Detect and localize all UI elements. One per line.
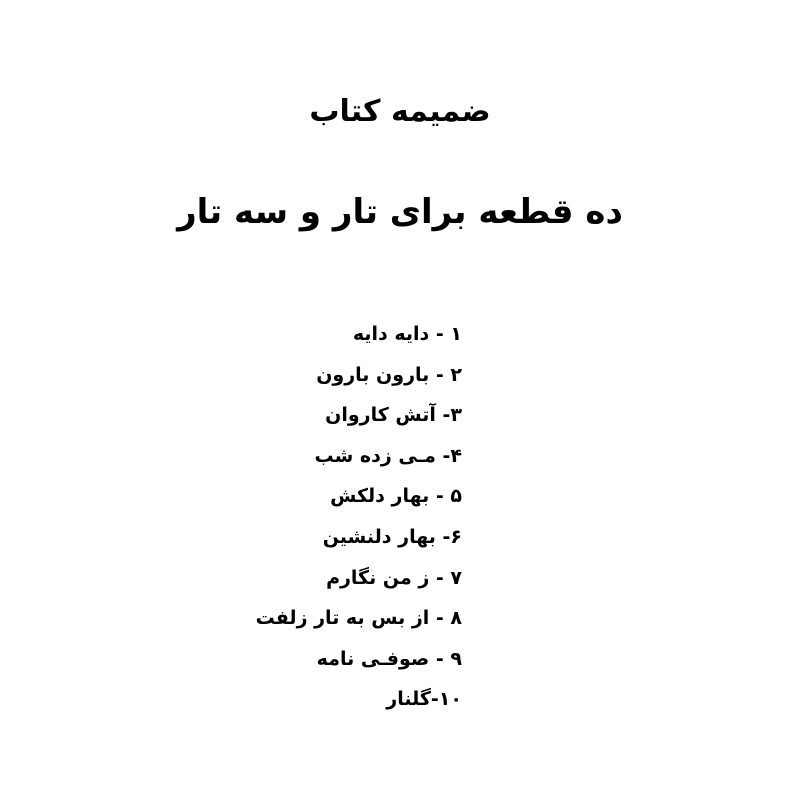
list-item: ۴- مـی زده شب <box>314 444 462 467</box>
appendix-heading: ضمیمه کتاب <box>309 94 491 129</box>
list-item: ۶- بهار دلنشین <box>322 525 462 548</box>
list-item: ۵ - بهار دلکش <box>330 485 462 508</box>
pieces-list <box>256 316 462 722</box>
list-item: ۱۰-گلنار <box>386 688 462 711</box>
list-item: ۳- آتش کاروان <box>325 404 462 427</box>
list-item: ۸ - از بس به تار زلفت <box>255 607 462 630</box>
list-item: ۹ - صوفـی نامه <box>316 647 462 670</box>
list-item: ۷ - ز من نگارم <box>326 566 462 589</box>
list-item: ۲ - بارون بارون <box>316 363 462 386</box>
collection-title: ده قطعه برای تار و سه تار <box>177 192 623 232</box>
list-item: ۱ - دایه دایه <box>352 323 462 345</box>
